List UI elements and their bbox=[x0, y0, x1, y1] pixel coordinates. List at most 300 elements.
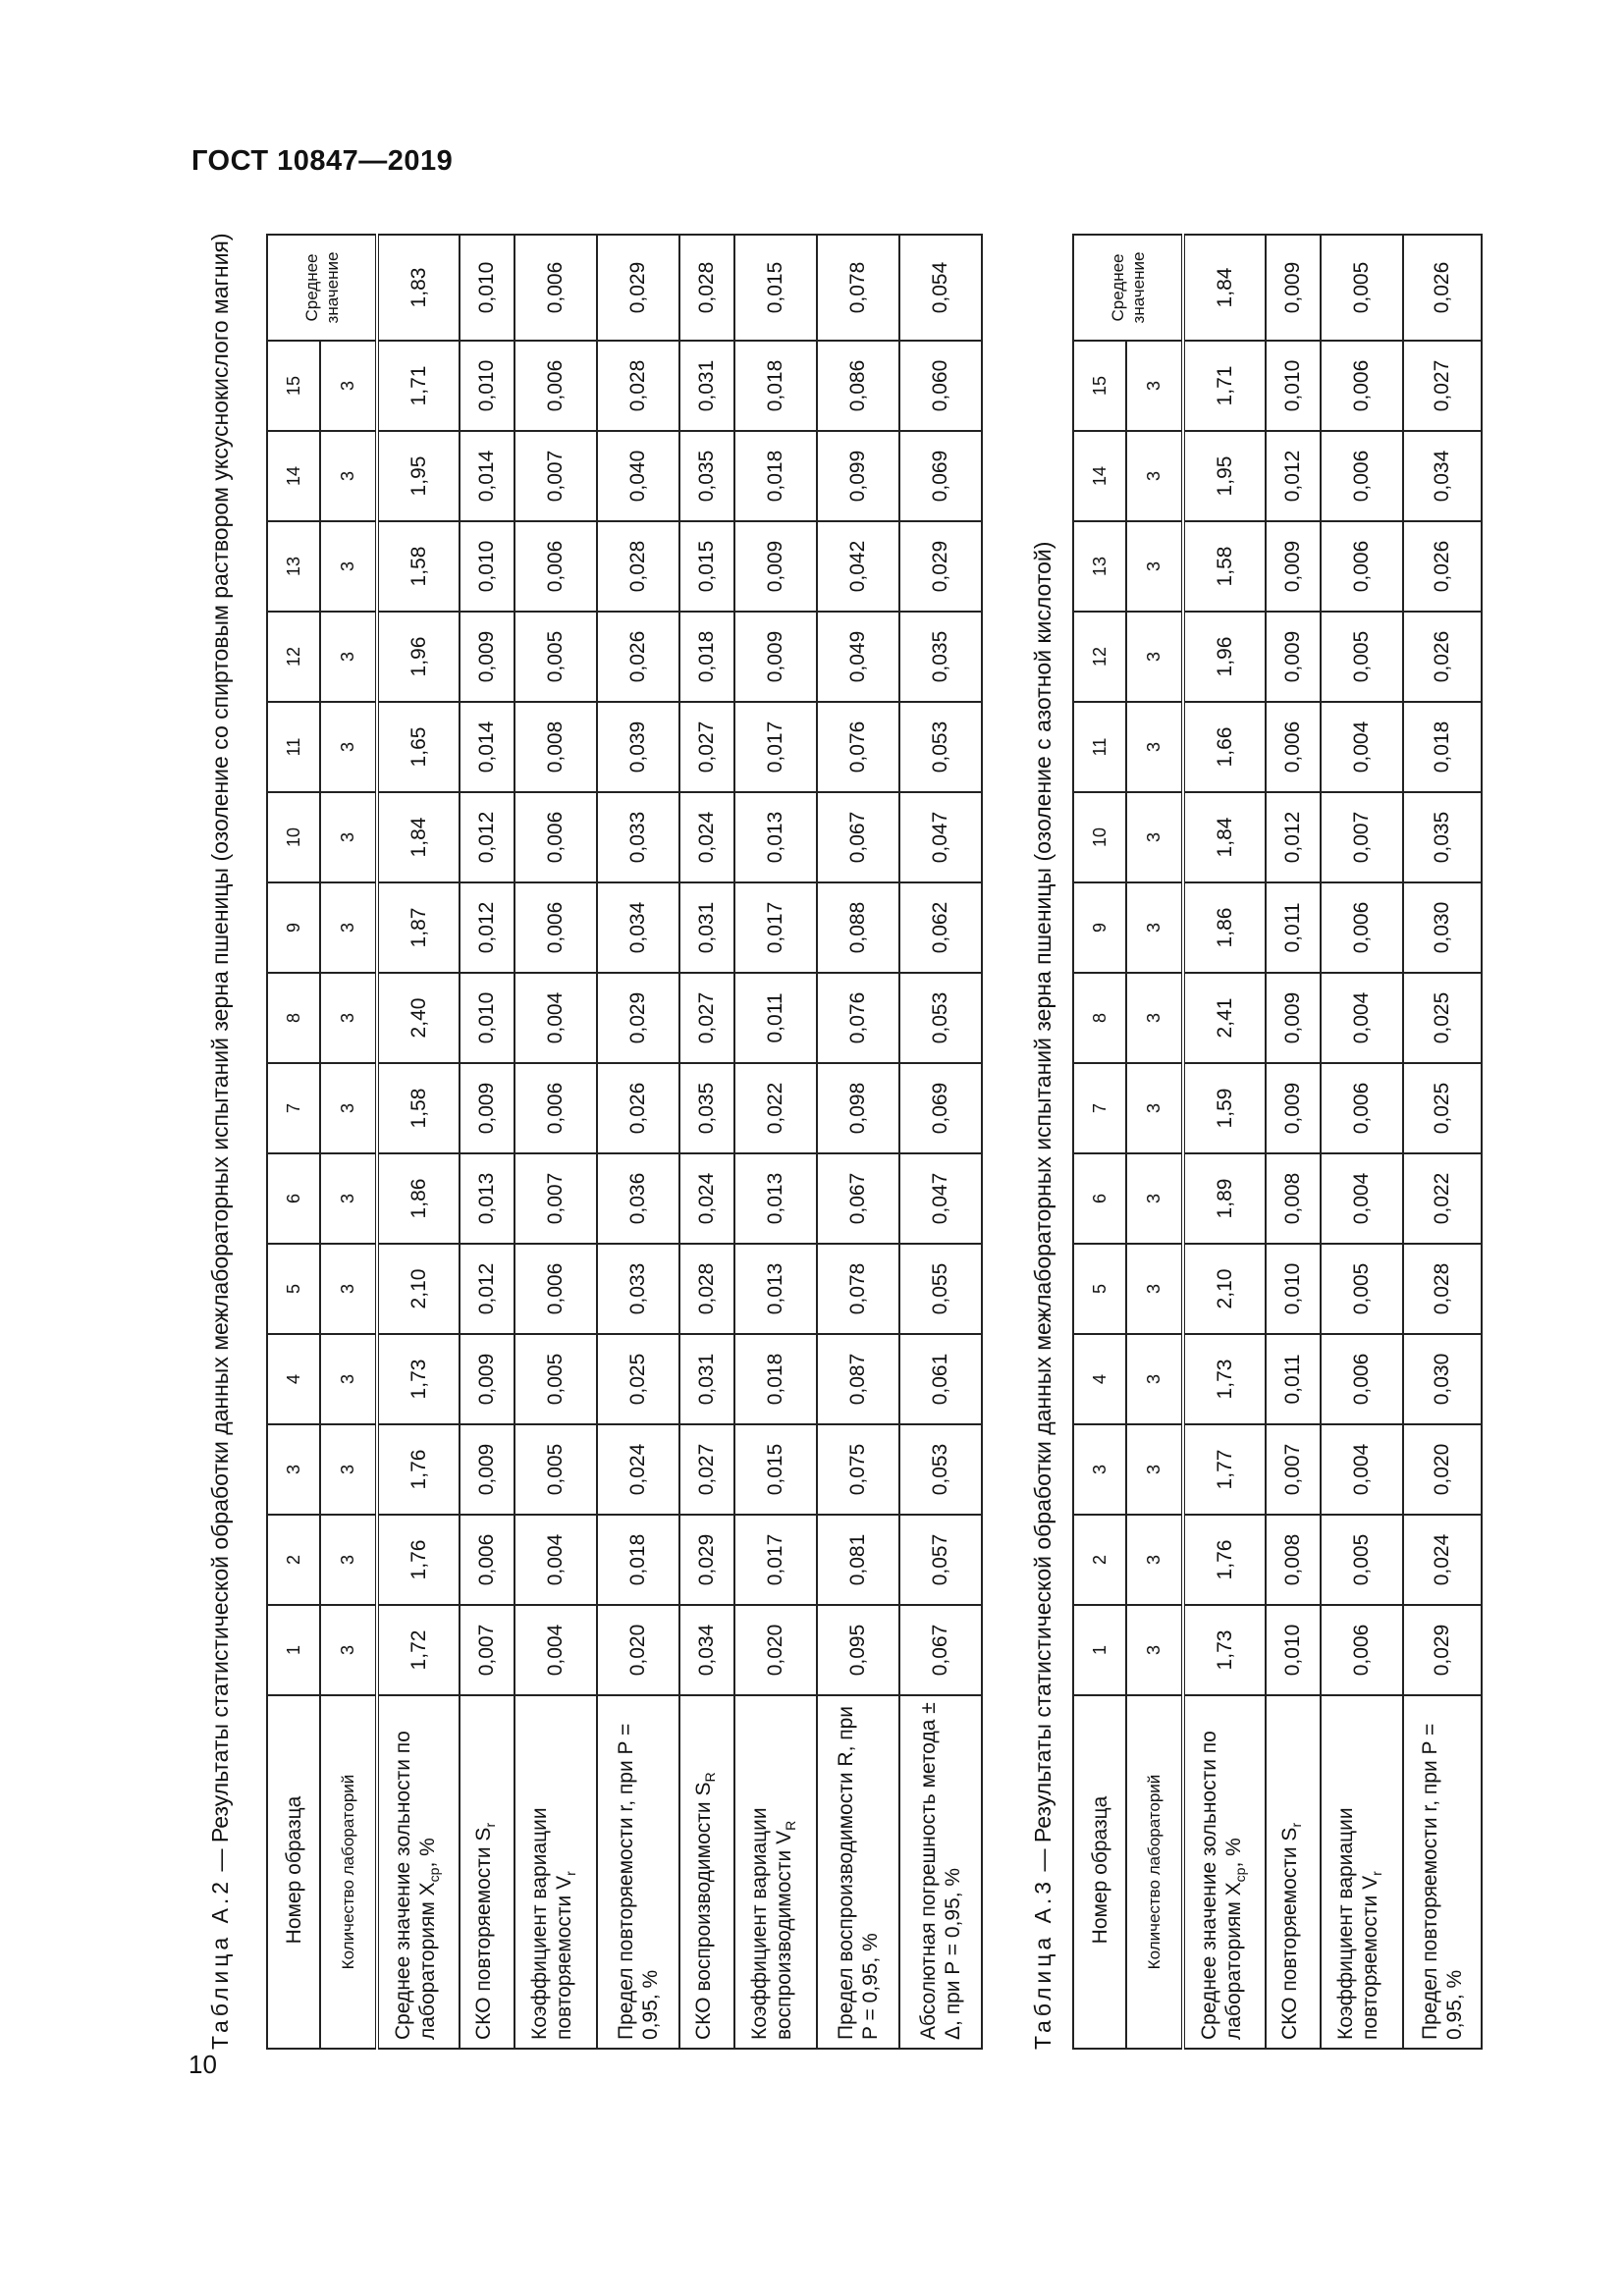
value-cell: 0,033 bbox=[597, 1244, 679, 1334]
header-average-value: Среднее значение bbox=[267, 235, 377, 341]
header-sample-number: 10 bbox=[1073, 792, 1126, 882]
value-cell: 0,004 bbox=[514, 973, 597, 1063]
value-cell: 0,005 bbox=[514, 1334, 597, 1424]
header-sample-number: 9 bbox=[1073, 882, 1126, 973]
value-cell: 0,018 bbox=[734, 431, 817, 521]
value-cell: 1,96 bbox=[377, 612, 460, 702]
row-label-text: Абсолютная погрешность метода ± Δ, при P = 0,95, % bbox=[917, 1702, 964, 2040]
value-cell: 0,025 bbox=[1403, 973, 1482, 1063]
row-label-text: Предел повторяемости r, при P = 0,95, % bbox=[1419, 1723, 1466, 2040]
header-sample-number: 12 bbox=[267, 612, 320, 702]
value-cell: 0,009 bbox=[1266, 1063, 1321, 1153]
table-a3-caption-text: — Результаты статистической обработки данных межлабораторных испытаний зерна пшеницы (озоление с азотной кислотой) bbox=[1030, 541, 1056, 1878]
value-cell: 0,027 bbox=[679, 702, 734, 792]
value-cell: 0,053 bbox=[899, 702, 982, 792]
value-cell: 0,029 bbox=[899, 521, 982, 612]
row-label bbox=[377, 1695, 460, 2049]
lab-count-cell: 3 bbox=[320, 1605, 377, 1695]
table-row bbox=[899, 235, 982, 2049]
value-cell: 0,004 bbox=[514, 1605, 597, 1695]
value-cell: 0,069 bbox=[899, 431, 982, 521]
value-cell: 0,008 bbox=[514, 702, 597, 792]
header-sample-number: 6 bbox=[1073, 1153, 1126, 1244]
value-cell: 1,58 bbox=[377, 1063, 460, 1153]
header-sample-number: 15 bbox=[1073, 341, 1126, 431]
lab-count-cell: 3 bbox=[1126, 612, 1183, 702]
value-cell: 0,022 bbox=[1403, 1153, 1482, 1244]
document-header-title: ГОСТ 10847—2019 bbox=[191, 145, 454, 177]
table-a3-caption-lead: Таблица А.3 bbox=[1030, 1877, 1056, 2050]
row-label-subscript: r bbox=[1288, 1822, 1305, 1828]
value-cell: 0,009 bbox=[460, 612, 514, 702]
value-cell: 0,005 bbox=[514, 1424, 597, 1515]
row-label-text: Предел повторяемости r, при P = 0,95, % bbox=[615, 1723, 662, 2040]
table-a3 bbox=[1072, 234, 1483, 2050]
value-cell: 0,006 bbox=[1321, 882, 1403, 973]
lab-count-cell: 3 bbox=[1126, 341, 1183, 431]
header-sample-number: 1 bbox=[1073, 1605, 1126, 1695]
value-cell: 0,017 bbox=[734, 1515, 817, 1605]
header-sample-number: 13 bbox=[1073, 521, 1126, 612]
lab-count-cell: 3 bbox=[320, 612, 377, 702]
value-cell: 0,013 bbox=[734, 1244, 817, 1334]
row-label-text: Среднее значение зольности по лабораториям X bbox=[1197, 1731, 1245, 2040]
value-cell: 0,027 bbox=[679, 1424, 734, 1515]
header-sample-number: 5 bbox=[1073, 1244, 1126, 1334]
value-cell: 0,026 bbox=[597, 612, 679, 702]
table-a3-caption bbox=[1029, 224, 1057, 2050]
lab-count-cell: 3 bbox=[320, 341, 377, 431]
value-cell: 0,006 bbox=[514, 1063, 597, 1153]
value-cell: 0,018 bbox=[734, 341, 817, 431]
header-row-sample-numbers bbox=[267, 235, 320, 2049]
value-cell: 0,076 bbox=[817, 973, 899, 1063]
value-cell: 0,026 bbox=[1403, 612, 1482, 702]
value-cell: 0,014 bbox=[460, 431, 514, 521]
average-cell: 0,015 bbox=[734, 235, 817, 341]
header-sample-number: 1 bbox=[267, 1605, 320, 1695]
value-cell: 0,022 bbox=[734, 1063, 817, 1153]
value-cell: 0,036 bbox=[597, 1153, 679, 1244]
value-cell: 0,012 bbox=[460, 1244, 514, 1334]
value-cell: 0,057 bbox=[899, 1515, 982, 1605]
value-cell: 0,067 bbox=[817, 792, 899, 882]
value-cell: 0,009 bbox=[460, 1424, 514, 1515]
value-cell: 1,86 bbox=[1183, 882, 1266, 973]
value-cell: 0,031 bbox=[679, 882, 734, 973]
value-cell: 0,081 bbox=[817, 1515, 899, 1605]
row-label bbox=[1183, 1695, 1266, 2049]
value-cell: 0,035 bbox=[899, 612, 982, 702]
row-label-subscript: r bbox=[1369, 1871, 1385, 1876]
header-sample-number: 10 bbox=[267, 792, 320, 882]
value-cell: 0,067 bbox=[817, 1153, 899, 1244]
value-cell: 0,031 bbox=[679, 1334, 734, 1424]
lab-count-cell: 3 bbox=[320, 431, 377, 521]
value-cell: 2,10 bbox=[377, 1244, 460, 1334]
value-cell: 0,006 bbox=[514, 792, 597, 882]
value-cell: 0,007 bbox=[460, 1605, 514, 1695]
value-cell: 0,020 bbox=[734, 1605, 817, 1695]
value-cell: 0,034 bbox=[597, 882, 679, 973]
value-cell: 0,013 bbox=[734, 1153, 817, 1244]
header-sample-number: 14 bbox=[1073, 431, 1126, 521]
value-cell: 0,004 bbox=[514, 1515, 597, 1605]
lab-count-cell: 3 bbox=[320, 1063, 377, 1153]
value-cell: 0,006 bbox=[1321, 1605, 1403, 1695]
value-cell: 0,006 bbox=[1321, 1334, 1403, 1424]
value-cell: 0,006 bbox=[514, 1244, 597, 1334]
value-cell: 1,96 bbox=[1183, 612, 1266, 702]
value-cell: 0,040 bbox=[597, 431, 679, 521]
value-cell: 0,031 bbox=[679, 341, 734, 431]
value-cell: 1,84 bbox=[377, 792, 460, 882]
value-cell: 0,086 bbox=[817, 341, 899, 431]
lab-count-cell: 3 bbox=[1126, 1334, 1183, 1424]
value-cell: 0,010 bbox=[1266, 341, 1321, 431]
value-cell: 0,006 bbox=[514, 341, 597, 431]
header-sample-number: 5 bbox=[267, 1244, 320, 1334]
value-cell: 1,58 bbox=[377, 521, 460, 612]
value-cell: 1,65 bbox=[377, 702, 460, 792]
table-row bbox=[460, 235, 514, 2049]
header-sample-number-label: Номер образца bbox=[267, 1695, 320, 2049]
header-sample-number: 8 bbox=[267, 973, 320, 1063]
value-cell: 0,009 bbox=[1266, 521, 1321, 612]
value-cell: 0,017 bbox=[734, 702, 817, 792]
row-label bbox=[460, 1695, 514, 2049]
header-row-lab-counts bbox=[1126, 235, 1183, 2049]
row-label-text: Среднее значение зольности по лабораториям X bbox=[391, 1731, 439, 2040]
value-cell: 0,030 bbox=[1403, 882, 1482, 973]
rotated-content bbox=[196, 224, 1502, 2050]
lab-count-cell: 3 bbox=[1126, 792, 1183, 882]
value-cell: 1,72 bbox=[377, 1605, 460, 1695]
value-cell: 0,007 bbox=[514, 1153, 597, 1244]
value-cell: 0,012 bbox=[460, 792, 514, 882]
lab-count-cell: 3 bbox=[320, 973, 377, 1063]
lab-count-cell: 3 bbox=[1126, 973, 1183, 1063]
value-cell: 1,58 bbox=[1183, 521, 1266, 612]
value-cell: 0,047 bbox=[899, 792, 982, 882]
value-cell: 0,035 bbox=[1403, 792, 1482, 882]
value-cell: 0,067 bbox=[899, 1605, 982, 1695]
lab-count-cell: 3 bbox=[320, 1424, 377, 1515]
header-sample-number: 4 bbox=[267, 1334, 320, 1424]
table-a2-caption-text: — Результаты статистической обработки данных межлабораторных испытаний зерна пшеницы (озоление со спиртовым раствором уксуснокислого магния) bbox=[207, 233, 233, 1878]
value-cell: 0,006 bbox=[1321, 341, 1403, 431]
value-cell: 0,035 bbox=[679, 1063, 734, 1153]
value-cell: 0,034 bbox=[1403, 431, 1482, 521]
row-label-text: Коэффициент вариации воспроизводимости V bbox=[748, 1807, 796, 2040]
value-cell: 1,84 bbox=[1183, 792, 1266, 882]
header-row-sample-numbers bbox=[1073, 235, 1126, 2049]
value-cell: 2,40 bbox=[377, 973, 460, 1063]
value-cell: 0,078 bbox=[817, 1244, 899, 1334]
header-sample-number: 15 bbox=[267, 341, 320, 431]
value-cell: 1,89 bbox=[1183, 1153, 1266, 1244]
row-label-subscript: ср bbox=[426, 1867, 443, 1883]
value-cell: 1,73 bbox=[1183, 1605, 1266, 1695]
row-label-text: СКО воспроизводимости S bbox=[691, 1782, 715, 2040]
table-row bbox=[1266, 235, 1321, 2049]
value-cell: 0,029 bbox=[1403, 1605, 1482, 1695]
table-row bbox=[679, 235, 734, 2049]
value-cell: 0,042 bbox=[817, 521, 899, 612]
value-cell: 1,76 bbox=[377, 1424, 460, 1515]
row-label-subscript: R bbox=[783, 1820, 799, 1831]
average-cell: 0,028 bbox=[679, 235, 734, 341]
value-cell: 0,004 bbox=[1321, 1153, 1403, 1244]
value-cell: 0,028 bbox=[679, 1244, 734, 1334]
row-label bbox=[597, 1695, 679, 2049]
value-cell: 0,011 bbox=[734, 973, 817, 1063]
value-cell: 0,013 bbox=[460, 1153, 514, 1244]
value-cell: 0,010 bbox=[460, 521, 514, 612]
value-cell: 0,027 bbox=[679, 973, 734, 1063]
value-cell: 0,029 bbox=[597, 973, 679, 1063]
average-cell: 0,006 bbox=[514, 235, 597, 341]
value-cell: 0,062 bbox=[899, 882, 982, 973]
value-cell: 1,73 bbox=[377, 1334, 460, 1424]
table-row bbox=[377, 235, 460, 2049]
value-cell: 0,028 bbox=[1403, 1244, 1482, 1334]
header-sample-number: 3 bbox=[1073, 1424, 1126, 1515]
value-cell: 0,025 bbox=[597, 1334, 679, 1424]
value-cell: 1,95 bbox=[1183, 431, 1266, 521]
value-cell: 0,095 bbox=[817, 1605, 899, 1695]
value-cell: 0,005 bbox=[1321, 1515, 1403, 1605]
value-cell: 0,007 bbox=[1321, 792, 1403, 882]
value-cell: 0,006 bbox=[514, 882, 597, 973]
header-row-lab-counts bbox=[320, 235, 377, 2049]
lab-count-cell: 3 bbox=[1126, 702, 1183, 792]
value-cell: 1,86 bbox=[377, 1153, 460, 1244]
row-label bbox=[1403, 1695, 1482, 2049]
value-cell: 0,018 bbox=[734, 1334, 817, 1424]
header-sample-number: 2 bbox=[267, 1515, 320, 1605]
value-cell: 0,010 bbox=[460, 973, 514, 1063]
row-label-subscript: r bbox=[482, 1822, 499, 1828]
value-cell: 0,024 bbox=[597, 1424, 679, 1515]
value-cell: 2,41 bbox=[1183, 973, 1266, 1063]
lab-count-cell: 3 bbox=[1126, 1244, 1183, 1334]
value-cell: 0,069 bbox=[899, 1063, 982, 1153]
value-cell: 0,025 bbox=[1403, 1063, 1482, 1153]
header-sample-number: 3 bbox=[267, 1424, 320, 1515]
value-cell: 0,027 bbox=[1403, 341, 1482, 431]
value-cell: 0,035 bbox=[679, 431, 734, 521]
value-cell: 0,099 bbox=[817, 431, 899, 521]
value-cell: 0,012 bbox=[1266, 431, 1321, 521]
value-cell: 0,009 bbox=[734, 612, 817, 702]
value-cell: 0,024 bbox=[679, 1153, 734, 1244]
value-cell: 0,075 bbox=[817, 1424, 899, 1515]
row-label-text: Коэффициент вариации повторяемости V bbox=[1334, 1807, 1382, 2040]
row-label-suffix: , % bbox=[415, 1838, 439, 1868]
lab-count-cell: 3 bbox=[320, 1244, 377, 1334]
row-label bbox=[1321, 1695, 1403, 2049]
value-cell: 0,024 bbox=[1403, 1515, 1482, 1605]
value-cell: 1,76 bbox=[377, 1515, 460, 1605]
lab-count-cell: 3 bbox=[320, 1334, 377, 1424]
row-label-subscript: ср bbox=[1232, 1867, 1249, 1883]
value-cell: 0,004 bbox=[1321, 1424, 1403, 1515]
value-cell: 0,014 bbox=[460, 702, 514, 792]
table-row bbox=[734, 235, 817, 2049]
average-cell: 0,009 bbox=[1266, 235, 1321, 341]
lab-count-cell: 3 bbox=[1126, 521, 1183, 612]
table-row bbox=[597, 235, 679, 2049]
value-cell: 0,028 bbox=[597, 521, 679, 612]
row-label bbox=[899, 1695, 982, 2049]
lab-count-cell: 3 bbox=[1126, 1424, 1183, 1515]
value-cell: 0,060 bbox=[899, 341, 982, 431]
row-label-text: СКО повторяемости S bbox=[471, 1827, 495, 2040]
value-cell: 0,047 bbox=[899, 1153, 982, 1244]
value-cell: 0,010 bbox=[460, 341, 514, 431]
value-cell: 0,026 bbox=[597, 1063, 679, 1153]
value-cell: 0,018 bbox=[679, 612, 734, 702]
value-cell: 1,95 bbox=[377, 431, 460, 521]
row-label-text: Коэффициент вариации повторяемости V bbox=[528, 1807, 576, 2040]
value-cell: 1,76 bbox=[1183, 1515, 1266, 1605]
value-cell: 0,018 bbox=[597, 1515, 679, 1605]
value-cell: 0,028 bbox=[597, 341, 679, 431]
lab-count-cell: 3 bbox=[320, 882, 377, 973]
header-sample-number: 4 bbox=[1073, 1334, 1126, 1424]
value-cell: 0,009 bbox=[734, 521, 817, 612]
value-cell: 0,053 bbox=[899, 973, 982, 1063]
value-cell: 0,029 bbox=[679, 1515, 734, 1605]
row-label-subscript: r bbox=[563, 1871, 579, 1876]
value-cell: 0,007 bbox=[514, 431, 597, 521]
header-sample-number: 13 bbox=[267, 521, 320, 612]
average-cell: 1,84 bbox=[1183, 235, 1266, 341]
header-sample-number: 7 bbox=[1073, 1063, 1126, 1153]
value-cell: 0,098 bbox=[817, 1063, 899, 1153]
value-cell: 0,087 bbox=[817, 1334, 899, 1424]
table-row bbox=[1403, 235, 1482, 2049]
header-sample-number: 6 bbox=[267, 1153, 320, 1244]
header-lab-count-label: Количество лабораторий bbox=[320, 1695, 377, 2049]
lab-count-cell: 3 bbox=[1126, 882, 1183, 973]
header-lab-count-label: Количество лабораторий bbox=[1126, 1695, 1183, 2049]
row-label bbox=[514, 1695, 597, 2049]
value-cell: 0,018 bbox=[1403, 702, 1482, 792]
value-cell: 0,006 bbox=[1321, 431, 1403, 521]
value-cell: 0,005 bbox=[1321, 1244, 1403, 1334]
lab-count-cell: 3 bbox=[320, 1515, 377, 1605]
value-cell: 0,011 bbox=[1266, 882, 1321, 973]
value-cell: 0,049 bbox=[817, 612, 899, 702]
value-cell: 0,006 bbox=[1266, 702, 1321, 792]
value-cell: 1,66 bbox=[1183, 702, 1266, 792]
header-average-value: Среднее значение bbox=[1073, 235, 1183, 341]
value-cell: 2,10 bbox=[1183, 1244, 1266, 1334]
table-a2-caption bbox=[206, 224, 235, 2050]
value-cell: 0,010 bbox=[1266, 1605, 1321, 1695]
row-label bbox=[1266, 1695, 1321, 2049]
value-cell: 0,009 bbox=[1266, 973, 1321, 1063]
table-row bbox=[514, 235, 597, 2049]
lab-count-cell: 3 bbox=[1126, 431, 1183, 521]
lab-count-cell: 3 bbox=[1126, 1515, 1183, 1605]
table-row bbox=[817, 235, 899, 2049]
row-label bbox=[734, 1695, 817, 2049]
value-cell: 0,009 bbox=[1266, 612, 1321, 702]
row-label-text: СКО повторяемости S bbox=[1277, 1827, 1301, 2040]
value-cell: 0,004 bbox=[1321, 702, 1403, 792]
value-cell: 0,006 bbox=[1321, 1063, 1403, 1153]
value-cell: 0,006 bbox=[1321, 521, 1403, 612]
value-cell: 0,088 bbox=[817, 882, 899, 973]
value-cell: 1,71 bbox=[377, 341, 460, 431]
table-a2 bbox=[266, 234, 983, 2050]
value-cell: 1,71 bbox=[1183, 341, 1266, 431]
header-sample-number: 2 bbox=[1073, 1515, 1126, 1605]
header-sample-number: 11 bbox=[1073, 702, 1126, 792]
header-sample-number: 11 bbox=[267, 702, 320, 792]
value-cell: 0,004 bbox=[1321, 973, 1403, 1063]
value-cell: 0,012 bbox=[1266, 792, 1321, 882]
header-sample-number: 9 bbox=[267, 882, 320, 973]
value-cell: 0,005 bbox=[1321, 612, 1403, 702]
average-cell: 0,005 bbox=[1321, 235, 1403, 341]
lab-count-cell: 3 bbox=[320, 792, 377, 882]
lab-count-cell: 3 bbox=[320, 1153, 377, 1244]
value-cell: 0,015 bbox=[734, 1424, 817, 1515]
header-sample-number: 7 bbox=[267, 1063, 320, 1153]
value-cell: 0,005 bbox=[514, 612, 597, 702]
header-sample-number: 8 bbox=[1073, 973, 1126, 1063]
value-cell: 0,024 bbox=[679, 792, 734, 882]
value-cell: 0,010 bbox=[1266, 1244, 1321, 1334]
value-cell: 0,015 bbox=[679, 521, 734, 612]
value-cell: 0,076 bbox=[817, 702, 899, 792]
value-cell: 0,012 bbox=[460, 882, 514, 973]
average-cell: 0,078 bbox=[817, 235, 899, 341]
header-sample-number-label: Номер образца bbox=[1073, 1695, 1126, 2049]
value-cell: 0,039 bbox=[597, 702, 679, 792]
row-label bbox=[679, 1695, 734, 2049]
average-cell: 0,010 bbox=[460, 235, 514, 341]
lab-count-cell: 3 bbox=[1126, 1153, 1183, 1244]
header-sample-number: 14 bbox=[267, 431, 320, 521]
value-cell: 1,59 bbox=[1183, 1063, 1266, 1153]
table-a2-caption-lead: Таблица А.2 bbox=[207, 1877, 233, 2050]
row-label-text: Предел воспроизводимости R, при P = 0,95, % bbox=[835, 1705, 882, 2040]
value-cell: 0,006 bbox=[514, 521, 597, 612]
value-cell: 0,006 bbox=[460, 1515, 514, 1605]
page-number: 10 bbox=[189, 2050, 217, 2079]
average-cell: 0,026 bbox=[1403, 235, 1482, 341]
value-cell: 0,026 bbox=[1403, 521, 1482, 612]
value-cell: 0,013 bbox=[734, 792, 817, 882]
value-cell: 1,73 bbox=[1183, 1334, 1266, 1424]
value-cell: 0,008 bbox=[1266, 1515, 1321, 1605]
table-row bbox=[1321, 235, 1403, 2049]
lab-count-cell: 3 bbox=[320, 702, 377, 792]
value-cell: 0,030 bbox=[1403, 1334, 1482, 1424]
row-label bbox=[817, 1695, 899, 2049]
average-cell: 1,83 bbox=[377, 235, 460, 341]
value-cell: 0,055 bbox=[899, 1244, 982, 1334]
value-cell: 0,020 bbox=[597, 1605, 679, 1695]
value-cell: 0,008 bbox=[1266, 1153, 1321, 1244]
value-cell: 0,033 bbox=[597, 792, 679, 882]
average-cell: 0,029 bbox=[597, 235, 679, 341]
